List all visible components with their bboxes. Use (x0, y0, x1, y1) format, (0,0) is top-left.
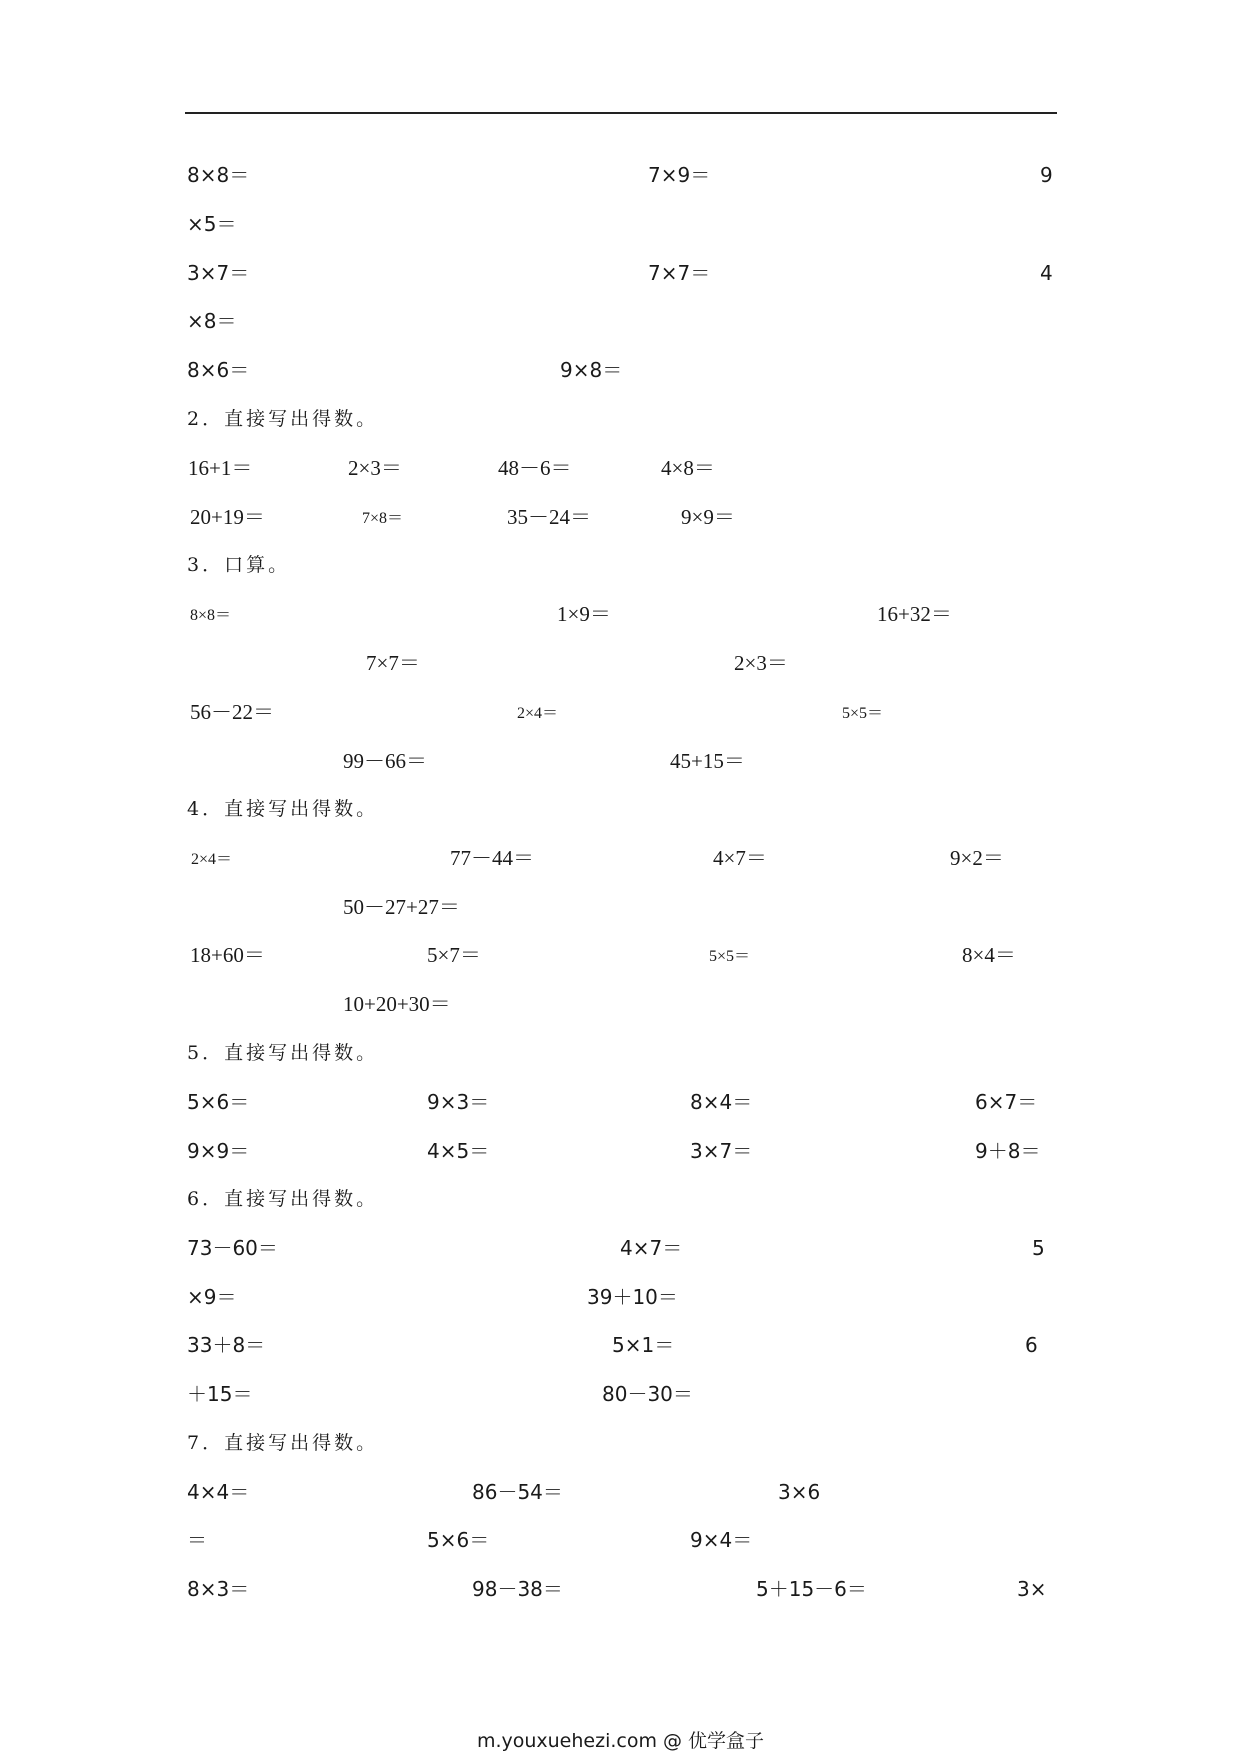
problem: 3×6 (778, 1480, 821, 1504)
problem: 9×8＝ (560, 358, 623, 382)
problem: 45+15＝ (670, 749, 745, 773)
problem: 4×7＝ (620, 1236, 683, 1260)
problem: ×5＝ (187, 212, 237, 236)
problem: 5×5＝ (842, 705, 884, 722)
problem: 4 (1040, 261, 1053, 285)
problem: 6 (1025, 1333, 1038, 1357)
problem: 33＋8＝ (187, 1333, 266, 1357)
problem: 35－24＝ (507, 505, 591, 529)
problem: 8×8＝ (187, 163, 250, 187)
problem: 2×4＝ (191, 851, 233, 868)
problem: 9×4＝ (690, 1528, 753, 1552)
section-heading: 4．直接写出得数。 (187, 798, 379, 820)
problem: 8×4＝ (690, 1090, 753, 1114)
problem: 99－66＝ (343, 749, 427, 773)
problem: 16+1＝ (188, 456, 253, 480)
problem: 8×3＝ (187, 1577, 250, 1601)
problem: 8×6＝ (187, 358, 250, 382)
problem: 77－44＝ (450, 846, 534, 870)
problem: 2×4＝ (517, 705, 559, 722)
problem: 18+60＝ (190, 943, 265, 967)
problem: 5×6＝ (427, 1528, 490, 1552)
problem: 8×8＝ (190, 607, 232, 624)
section-heading: 6．直接写出得数。 (187, 1188, 379, 1210)
problem: 3×7＝ (690, 1139, 753, 1163)
section-heading: 2．直接写出得数。 (187, 408, 379, 430)
header-rule (185, 112, 1057, 114)
problem: 9×3＝ (427, 1090, 490, 1114)
problem: 7×7＝ (366, 651, 420, 675)
problem: 3× (1017, 1577, 1047, 1601)
problem: 8×4＝ (962, 943, 1016, 967)
problem: 98－38＝ (472, 1577, 563, 1601)
problem: 9×9＝ (187, 1139, 250, 1163)
footer-watermark: m.youxuehezi.com @ 优学盒子 (476, 1730, 765, 1752)
problem: 5＋15－6＝ (756, 1577, 867, 1601)
problem: 4×8＝ (661, 456, 715, 480)
problem: ×9＝ (187, 1285, 237, 1309)
problem: 7×7＝ (648, 261, 711, 285)
problem: 1×9＝ (557, 602, 611, 626)
problem: 4×5＝ (427, 1139, 490, 1163)
section-heading: 5．直接写出得数。 (187, 1042, 379, 1064)
problem: 9 (1040, 163, 1053, 187)
problem: 50－27+27＝ (343, 895, 460, 919)
problem: 5×6＝ (187, 1090, 250, 1114)
problem: 9×9＝ (681, 505, 735, 529)
problem: 3×7＝ (187, 261, 250, 285)
problem: 39＋10＝ (587, 1285, 678, 1309)
problem: 4×7＝ (713, 846, 767, 870)
problem: 9×2＝ (950, 846, 1004, 870)
problem: 48－6＝ (498, 456, 572, 480)
problem: 2×3＝ (734, 651, 788, 675)
problem: 56－22＝ (190, 700, 274, 724)
problem: 16+32＝ (877, 602, 952, 626)
problem: 2×3＝ (348, 456, 402, 480)
problem: 73－60＝ (187, 1236, 278, 1260)
problem: 10+20+30＝ (343, 992, 451, 1016)
section-heading: 7．直接写出得数。 (187, 1432, 379, 1454)
problem: 80－30＝ (602, 1382, 693, 1406)
problem: ×8＝ (187, 309, 237, 333)
section-heading: 3．口算。 (187, 554, 291, 576)
problem: 6×7＝ (975, 1090, 1038, 1114)
problem: 9＋8＝ (975, 1139, 1041, 1163)
problem: ＋15＝ (187, 1382, 253, 1406)
problem: 5 (1032, 1236, 1045, 1260)
problem: 5×5＝ (709, 948, 751, 965)
problem: 86－54＝ (472, 1480, 563, 1504)
problem: 4×4＝ (187, 1480, 250, 1504)
problem: ＝ (187, 1528, 207, 1552)
problem: 7×8＝ (362, 510, 404, 527)
problem: 7×9＝ (648, 163, 711, 187)
problem: 5×7＝ (427, 943, 481, 967)
problem: 5×1＝ (612, 1333, 675, 1357)
problem: 20+19＝ (190, 505, 265, 529)
